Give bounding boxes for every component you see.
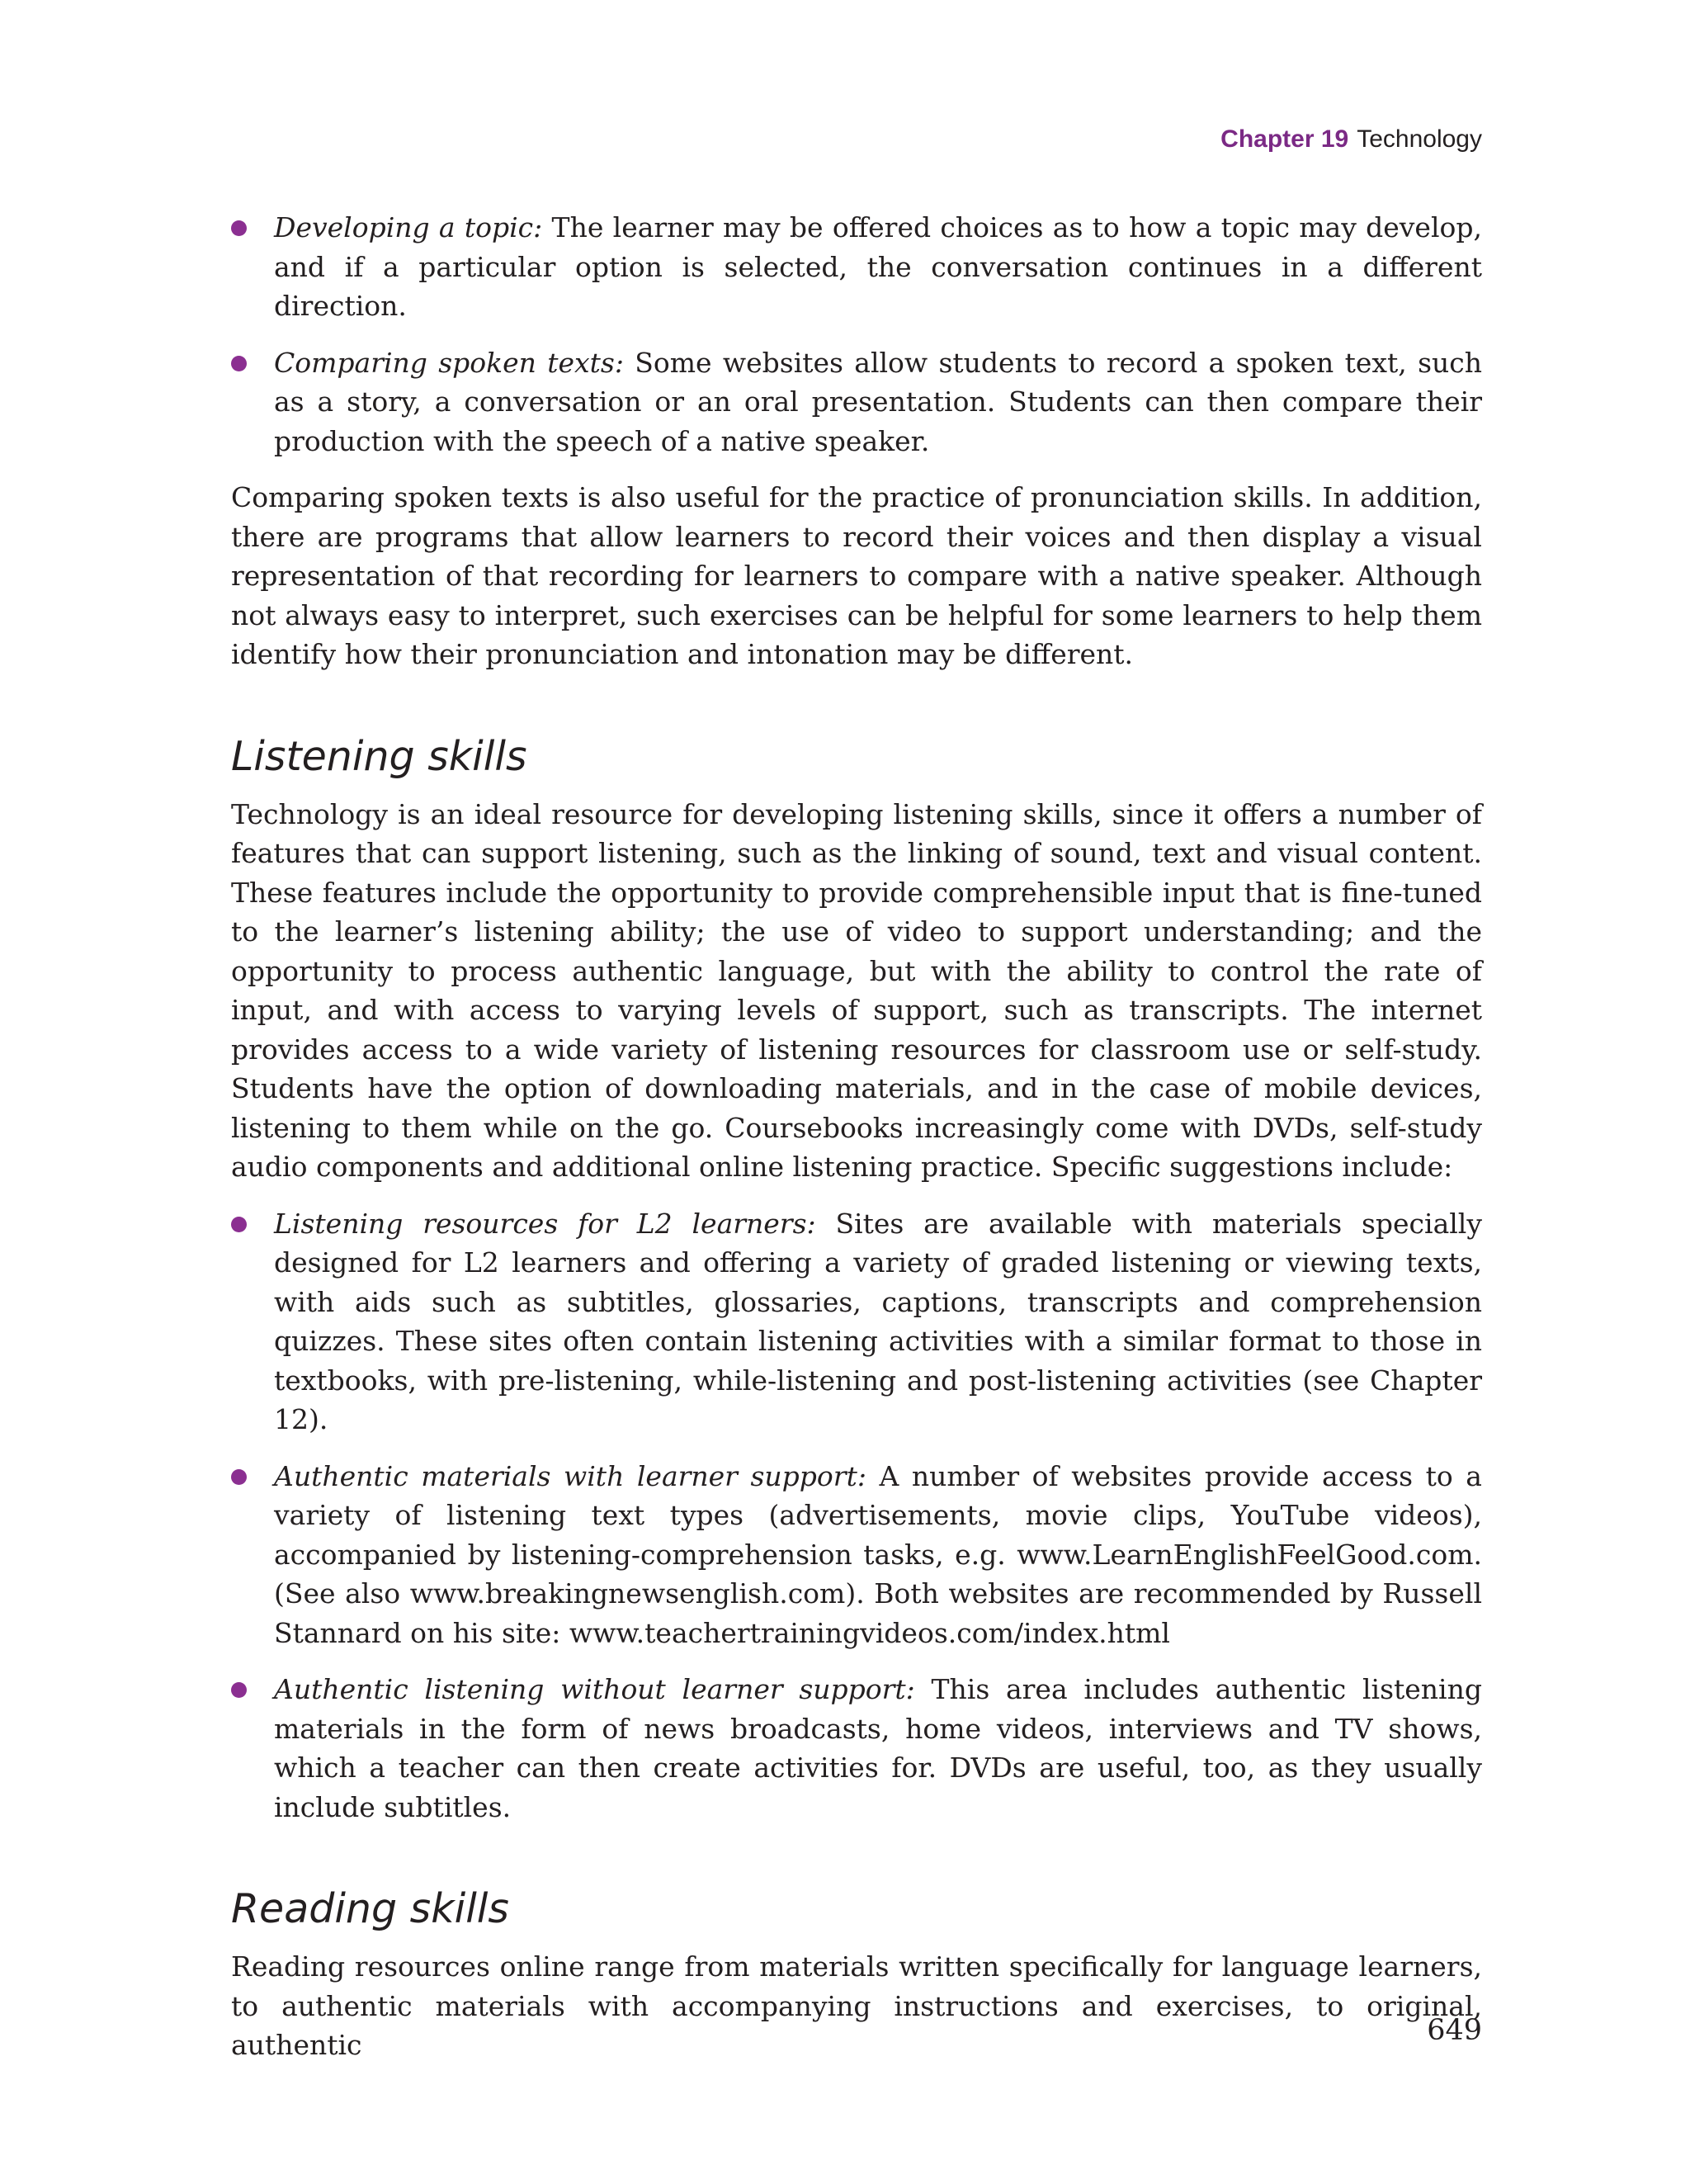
chapter-label: Chapter 19: [1220, 125, 1349, 153]
bullet-term: Developing a topic:: [274, 211, 543, 243]
bullet-term: Authentic materials with learner support:: [274, 1459, 866, 1492]
bullet-term: Listening resources for L2 learners:: [274, 1207, 816, 1240]
bullet-item-authentic-with-support: [231, 1457, 1482, 1653]
bullet-text: The learner may be offered choices as to how a topic may develop, and if a particular option is selected, the conversation continues in a different direction.: [274, 211, 1482, 322]
bullet-item-comparing-spoken-texts: [231, 343, 1482, 461]
bullet-dot-icon: [231, 356, 247, 371]
running-head: [1220, 125, 1482, 154]
paragraph-reading: Reading resources online range from materials written specifically for language learners, to authentic materials with accompanying instructions and exercises, to original, authentic: [231, 1950, 1482, 2061]
bullet-item-authentic-without-support: [231, 1670, 1482, 1827]
page-body: [231, 208, 1482, 2082]
heading-listening-skills: Listening skills: [231, 732, 527, 780]
bullet-item-developing-topic: [231, 208, 1482, 326]
bullet-text: Sites are available with materials specially designed for L2 learners and offering a variety of graded listening or viewing texts, with aids such as subtitles, glossaries, captions, transcripts and comprehension quizzes. These sites often contain listening activities with a similar format to those in textbooks, with pre-listening, while-listening and post-listening activities (see Chapter 12).: [274, 1207, 1482, 1435]
paragraph-pronunciation: Comparing spoken texts is also useful for the practice of pronunciation skills. In addition, there are programs that allow learners to record their voices and then display a visual representation of that recording for learners to compare with a native speaker. Although not always easy to interpret, such exercises can be helpful for some learners to help them identify how their pronunciation and intonation may be different.: [231, 481, 1482, 670]
paragraph-listening: Technology is an ideal resource for developing listening skills, since it offers a number of features that can support listening, such as the linking of sound, text and visual content. These features include the opportunity to provide comprehensible input that is fine-tuned to the learner’s listening ability; the use of video to support understanding; and the opportunity to process authentic language, but with the ability to control the rate of input, and with access to varying levels of support, such as transcripts. The internet provides access to a wide variety of listening resources for classroom use or self-study. Students have the option of downloading materials, and in the case of mobile devices, listening to them while on the go. Coursebooks increasingly come with DVDs, self-study audio components and additional online listening practice. Specific suggestions include:: [231, 797, 1482, 1183]
bullet-item-listening-resources: [231, 1204, 1482, 1439]
bullet-dot-icon: [231, 1217, 247, 1232]
bullet-dot-icon: [231, 1682, 247, 1698]
bullet-text: This area includes authentic listening materials in the form of news broadcasts, home videos, interviews and TV shows, which a teacher can then create activities for. DVDs are useful, too, as they usually include subtitles.: [274, 1673, 1482, 1823]
bullet-text: Some websites allow students to record a spoken text, such as a story, a conversation or an oral presentation. Students can then compare their production with the speech of a native speaker.: [274, 346, 1482, 457]
bullet-dot-icon: [231, 220, 247, 236]
bullet-term: Comparing spoken texts:: [274, 346, 624, 379]
bullet-text: A number of websites provide access to a variety of listening text types (advertisements, movie clips, YouTube videos), accompanied by listening-comprehension tasks, e.g. www.LearnEnglishFeelGood.com. (See also www.breakingnewsenglish.com). Both websites are recommended by Russell Stannard on his site: www.teachertrainingvideos.com/index.html: [274, 1459, 1482, 1649]
chapter-title: Technology: [1357, 125, 1482, 153]
bullet-term: Authentic listening without learner support:: [274, 1673, 915, 1705]
page-number: 649: [1427, 2014, 1482, 2047]
heading-reading-skills: Reading skills: [231, 1885, 509, 1932]
bullet-dot-icon: [231, 1469, 247, 1485]
